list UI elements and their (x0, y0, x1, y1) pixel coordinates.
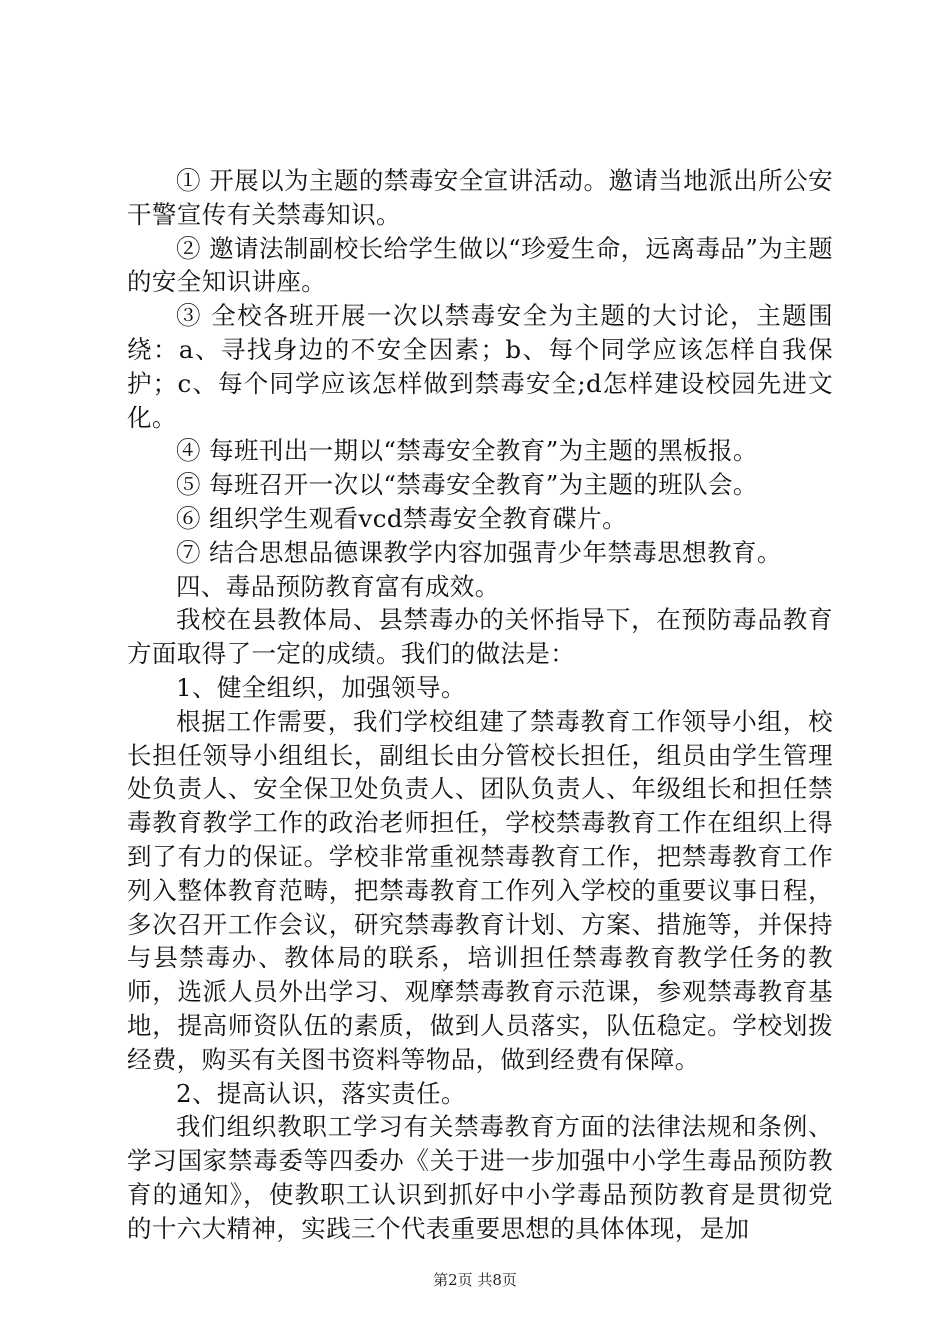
subheading-2: 2、提高认识，落实责任。 (176, 1078, 466, 1108)
paragraph-activity-5: ⑤ 每班召开一次以“禁毒安全教育”为主题的班队会。 (176, 470, 758, 500)
paragraph-activity-2: ② 邀请法制副校长给学生做以“珍爱生命，远离毒品”为主题的安全知识讲座。 (127, 233, 833, 297)
paragraph-activity-7: ⑦ 结合思想品德课教学内容加强青少年禁毒思想教育。 (176, 537, 782, 567)
document-body (127, 164, 833, 1246)
paragraph-organization: 根据工作需要，我们学校组建了禁毒教育工作领导小组，校长担任领导小组组长，副组长由分管校长担任，组员由学生管理处负责人、安全保卫处负责人、团队负责人、年级组长和担任禁毒教育教学工作的政治老师担任，学校禁毒教育工作在组织上得到了有力的保证。学校非常重视禁毒教育工作，把禁毒教育工作列入整体教育范畴，把禁毒教育工作列入学校的重要议事日程，多次召开工作会议，研究禁毒教育计划、方案、措施等，并保持与县禁毒办、教体局的联系，培训担任禁毒教育教学任务的教师，选派人员外出学习、观摩禁毒教育示范课，参观禁毒教育基地，提高师资队伍的素质，做到人员落实，队伍稳定。学校划拨经费，购买有关图书资料等物品，做到经费有保障。 (127, 706, 833, 1074)
paragraph-activity-6: ⑥ 组织学生观看vcd禁毒安全教育碟片。 (176, 503, 628, 533)
subheading-1: 1、健全组织，加强领导。 (176, 672, 466, 702)
paragraph-intro: 我校在县教体局、县禁毒办的关怀指导下，在预防毒品教育方面取得了一定的成绩。我们的做法是： (127, 605, 833, 669)
page-footer: 第2页 共8页 (433, 1271, 517, 1289)
paragraph-activity-1: ① 开展以为主题的禁毒安全宣讲活动。邀请当地派出所公安干警宣传有关禁毒知识。 (127, 166, 833, 229)
section-heading-4: 四、毒品预防教育富有成效。 (176, 571, 500, 601)
paragraph-activity-3: ③ 全校各班开展一次以禁毒安全为主题的大讨论，主题围绕：a、寻找身边的不安全因素；b、每个同学应该怎样自我保护；c、每个同学应该怎样做到禁毒安全;d怎样建设校园先进文化。 (127, 301, 833, 432)
paragraph-awareness: 我们组织教职工学习有关禁毒教育方面的法律法规和条例、学习国家禁毒委等四委办《关于进一步加强中小学生毒品预防教育的通知》，使教职工认识到抓好中小学毒品预防教育是贯彻党的十六大精神，实践三个代表重要思想的具体体现，是加 (127, 1112, 833, 1243)
paragraph-activity-4: ④ 每班刊出一期以“禁毒安全教育”为主题的黑板报。 (176, 436, 758, 466)
